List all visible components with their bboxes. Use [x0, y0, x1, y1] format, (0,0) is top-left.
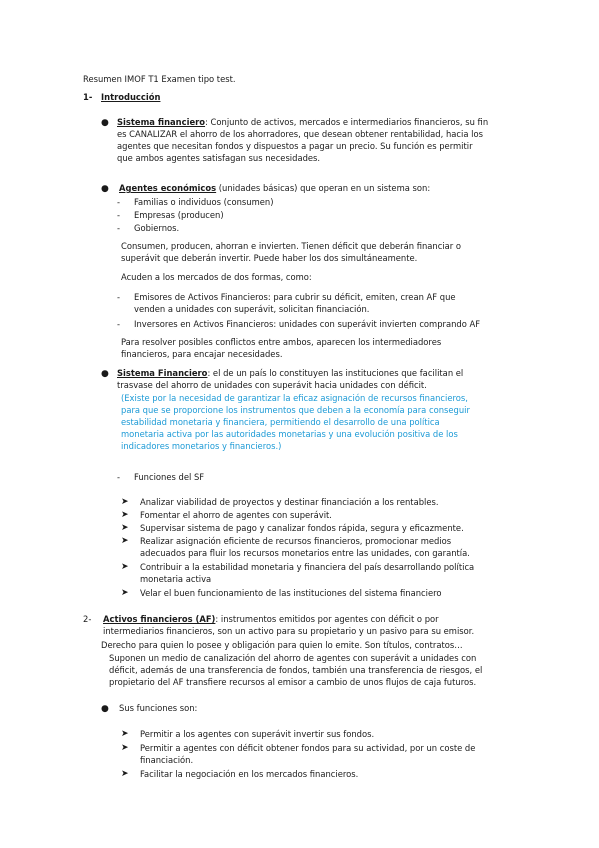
af-funcion-item: Facilitar la negociación en los mercados financieros. — [140, 769, 359, 779]
form-item — [134, 291, 456, 315]
funcion-item: Supervisar sistema de pago y canalizar fondos rápida, segura y eficazmente. — [140, 523, 464, 533]
sf-term: Sistema financiero — [117, 117, 206, 127]
arrow-icon: ➤ — [121, 743, 129, 753]
section-2-body — [103, 613, 474, 637]
funcion-line: Realizar asignación eficiente de recursos financieros, promocionar medios — [140, 536, 452, 546]
sf-pais-note — [121, 392, 470, 452]
bullet-icon: ● — [101, 118, 109, 128]
funcion-item — [140, 535, 470, 559]
section-2-number: 2- — [83, 614, 92, 624]
af-funcion-line: financiación. — [140, 755, 194, 765]
arrow-icon: ➤ — [121, 536, 129, 546]
dash-icon: - — [117, 472, 121, 482]
note-line: indicadores monetarios y financieros.) — [121, 441, 282, 451]
section-2-line — [103, 613, 474, 625]
agentes-para-2: Acuden a los mercados de dos formas, como: — [121, 272, 312, 282]
arrow-icon: ➤ — [121, 523, 129, 533]
arrow-icon: ➤ — [121, 729, 129, 739]
bullet-icon: ● — [101, 704, 109, 714]
agentes-intro — [119, 182, 430, 194]
section-1-number: 1- — [83, 92, 93, 102]
form-item: Inversores en Activos Financieros: unidades con superávit invierten comprando AF — [134, 319, 481, 329]
arrow-icon: ➤ — [121, 497, 129, 507]
arrow-icon: ➤ — [121, 510, 129, 520]
af-funcion-item: Permitir a los agentes con superávit invertir sus fondos. — [140, 729, 375, 739]
section-2-line: Suponen un medio de canalización del ahorro de agentes con superávit a unidades con — [109, 653, 477, 663]
agentes-intro-rest: (unidades básicas) que operan en un sistema son: — [216, 183, 431, 193]
document-title: Resumen IMOF T1 Examen tipo test. — [83, 74, 236, 84]
dash-icon: - — [117, 197, 121, 207]
section-1-title: Introducción — [101, 92, 161, 102]
sf-definition-line: agentes que necesitan fondos y dispuestos a pagar un precio. Su función es permitir — [117, 141, 473, 151]
sf-definition-line: es CANALIZAR el ahorro de los ahorradores, que desean obtener rentabilidad, hacia los — [117, 129, 483, 139]
agentes-para-1 — [121, 240, 461, 264]
sf-pais — [117, 367, 463, 391]
section-2-line: Derecho para quien lo posee y obligación para quien lo emite. Son títulos, contratos… — [101, 640, 463, 650]
funcion-line: Contribuir a la estabilidad monetaria y financiera del país desarrollando política — [140, 562, 475, 572]
note-line: monetaria activa por las autoridades monetarias y una evolución positiva de los — [121, 429, 458, 439]
bullet-icon: ● — [101, 369, 109, 379]
funciones-label: Funciones del SF — [134, 472, 205, 482]
dash-icon: - — [117, 319, 121, 329]
sf-pais-line: trasvase del ahorro de unidades con superávit hacia unidades con déficit. — [117, 380, 427, 390]
sf-definition-line: que ambos agentes satisfagan sus necesidades. — [117, 153, 321, 163]
funcion-line: monetaria activa — [140, 574, 212, 584]
paragraph-line: Consumen, producen, ahorran e invierten. Tienen déficit que deberán financiar o — [121, 241, 462, 251]
form-line: venden a unidades con superávit, solicitan financiación. — [134, 304, 370, 314]
agente-item: Gobiernos. — [134, 223, 180, 233]
sf-definition-line: Sistema financiero: Conjunto de activos, mercados e intermediarios financieros, su fin — [117, 117, 489, 127]
sf-pais-text: : el de un país lo constituyen las instituciones que facilitan el — [207, 368, 464, 378]
agente-item: Familias o individuos (consumen) — [134, 197, 274, 207]
sf-definition — [117, 116, 488, 164]
section-2-line: propietario del AF transfiere recursos al emisor a cambio de unos flujos de caja futuros. — [109, 677, 477, 687]
paragraph-line: Para resolver posibles conflictos entre ambos, aparecen los intermediadores — [121, 337, 442, 347]
note-line: (Existe por la necesidad de garantizar la eficaz asignación de recursos financieros, — [121, 393, 468, 403]
section-2-title: Activos financieros (AF) — [103, 614, 216, 624]
agentes-para-3 — [121, 336, 441, 360]
af-funcion-item — [140, 742, 475, 766]
dash-icon: - — [117, 223, 121, 233]
form-line: Emisores de Activos Financieros: para cubrir su déficit, emiten, crean AF que — [134, 292, 456, 302]
paragraph-line: financieros, para encajar necesidades. — [121, 349, 283, 359]
dash-icon: - — [117, 292, 121, 302]
section-2-text: : instrumentos emitidos por agentes con déficit o por — [215, 614, 439, 624]
section-2-line: déficit, además de una transferencia de fondos, también una transferencia de riesgos, el — [109, 665, 483, 675]
section-2-line: intermediarios financieros, son un activo para su propietario y un pasivo para su emisor. — [103, 626, 475, 636]
af-funcion-line: Permitir a agentes con déficit obtener fondos para su actividad, por un coste de — [140, 743, 476, 753]
note-line: estabilidad monetaria y financiera, permitiendo el desarrollo de una política — [121, 417, 440, 427]
arrow-icon: ➤ — [121, 588, 129, 598]
sus-funciones-label: Sus funciones son: — [119, 703, 198, 713]
agente-item: Empresas (producen) — [134, 210, 224, 220]
sf-pais-term: Sistema Financiero — [117, 368, 208, 378]
agentes-term: Agentes económicos — [119, 183, 217, 193]
paragraph-line: superávit que deberán invertir. Puede haber los dos simultáneamente. — [121, 253, 418, 263]
arrow-icon: ➤ — [121, 562, 129, 572]
funcion-line: adecuados para fluir los recursos monetarios entre las unidades, con garantía. — [140, 548, 470, 558]
funcion-item: Velar el buen funcionamiento de las instituciones del sistema financiero — [140, 588, 442, 598]
arrow-icon: ➤ — [121, 769, 129, 779]
funcion-item — [140, 561, 474, 585]
dash-icon: - — [117, 210, 121, 220]
sf-pais-line — [117, 367, 463, 379]
funcion-item: Fomentar el ahorro de agentes con superávit. — [140, 510, 332, 520]
note-line: para que se proporcione los instrumentos que deben a la economía para conseguir — [121, 405, 470, 415]
funcion-item: Analizar viabilidad de proyectos y destinar financiación a los rentables. — [140, 497, 439, 507]
bullet-icon: ● — [101, 184, 109, 194]
section-2-para — [109, 652, 482, 688]
